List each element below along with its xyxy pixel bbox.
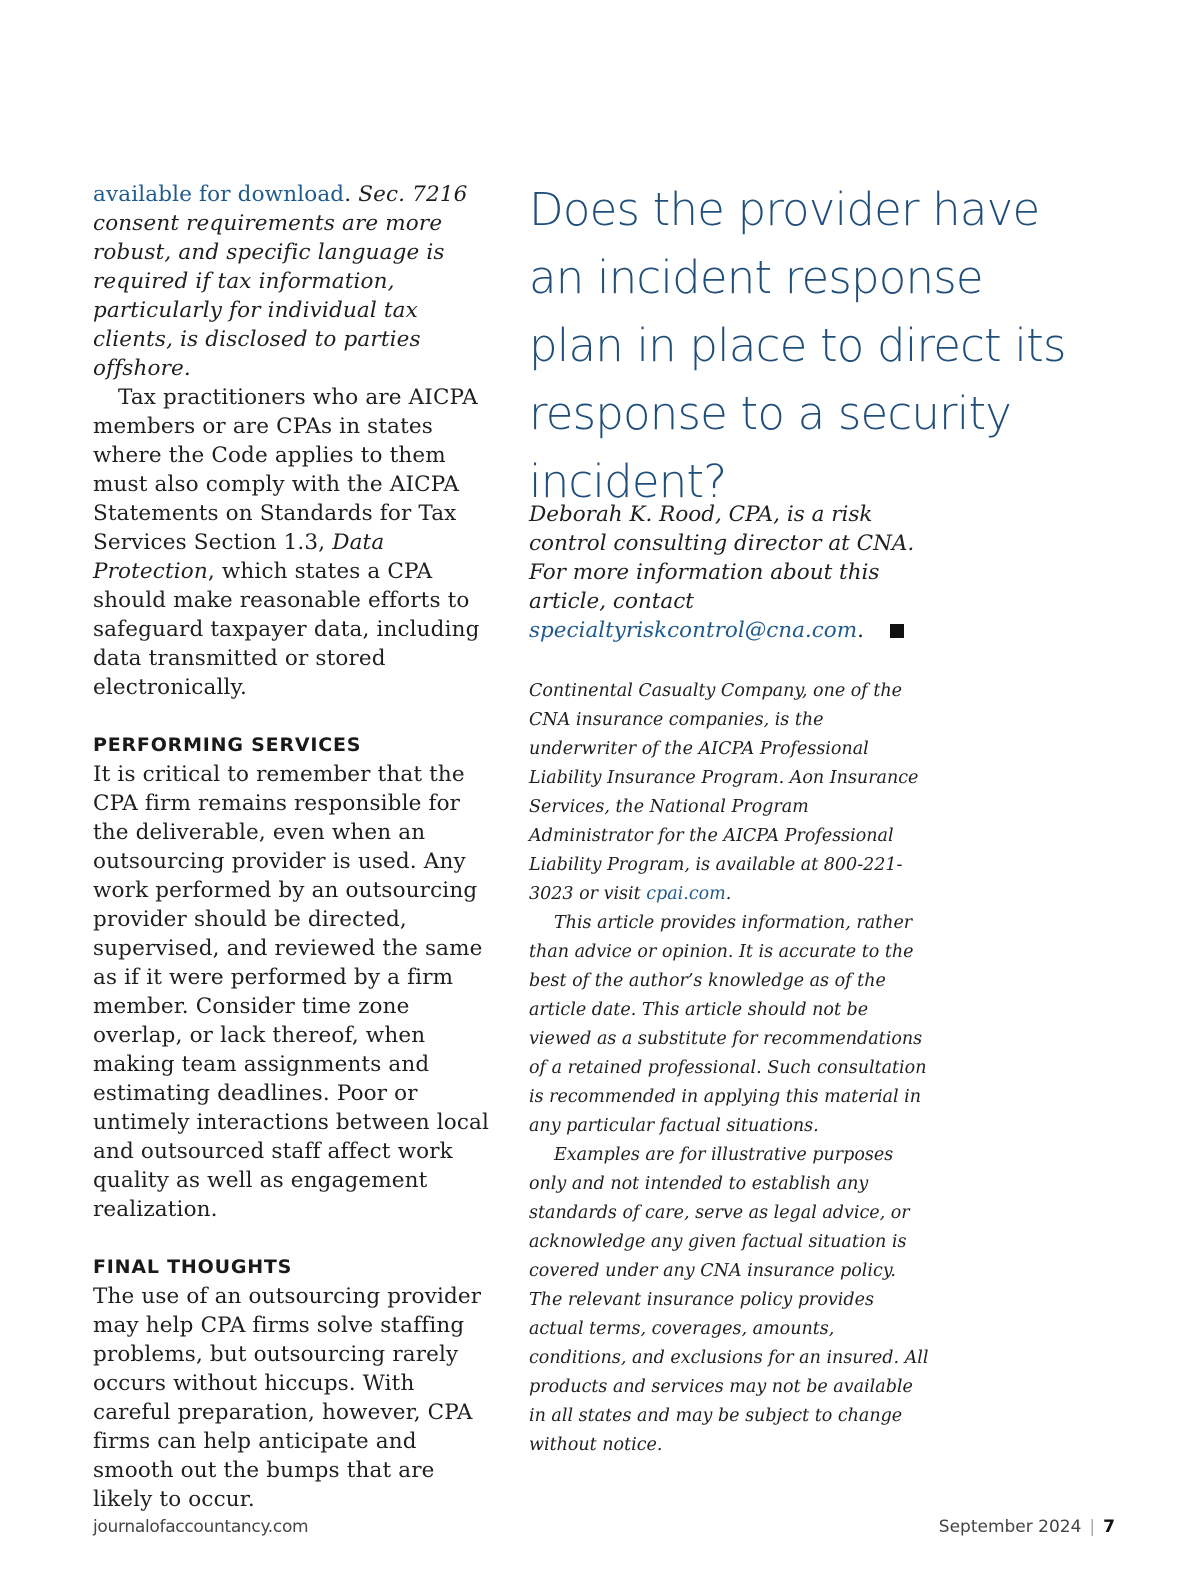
disclaimer-paragraph-information: This article provides information, rather than advice or opinion. It is accurate to the best of the author’s knowledge as of the article date. This article should not be viewed as a substitute for recommendations of a retained professional. Such consultation is recommended in applying this material in any particular factual situations. bbox=[529, 913, 927, 1136]
footer-date: September 2024 bbox=[938, 1517, 1082, 1537]
page-footer bbox=[93, 1517, 1115, 1543]
period: . bbox=[344, 182, 352, 207]
performing-services-heading: PERFORMING SERVICES bbox=[93, 734, 362, 756]
disclaimer bbox=[529, 677, 929, 1460]
bio-period: . bbox=[857, 618, 864, 643]
download-link[interactable]: available for download bbox=[93, 182, 345, 207]
paragraph-sec-7216 bbox=[93, 180, 498, 383]
final-thoughts-heading: FINAL THOUGHTS bbox=[93, 1256, 293, 1278]
final-thoughts-paragraph: The use of an outsourcing provider may help CPA firms solve staffing problems, but outsourcing rarely occurs without hiccups. With careful preparation, however, CPA firms can help anticipate and smooth out the bumps that are likely to occur. bbox=[93, 1284, 482, 1512]
contact-email-link[interactable]: specialtyriskcontrol@cna.com bbox=[529, 618, 858, 643]
disclaimer-paragraph-underwriter bbox=[529, 677, 929, 909]
underwriter-period: . bbox=[725, 884, 732, 904]
paragraph-tax-practitioners bbox=[93, 383, 498, 702]
pull-quote: Does the provider have an incident response plan in place to direct its response to a security incident? bbox=[529, 183, 1066, 508]
page-number: 7 bbox=[1103, 1517, 1115, 1537]
underwriter-text: Continental Casualty Company, one of the CNA insurance companies, is the underwriter of the AICPA Professional Liability Insurance Program. Aon Insurance Services, the National Program Administrator for the AICPA Professional Liability Program, is available at 800-221-3023 or visit bbox=[529, 681, 919, 904]
footer-site[interactable]: journalofaccountancy.com bbox=[93, 1517, 309, 1537]
cpai-link[interactable]: cpai.com bbox=[646, 884, 726, 904]
tax-practitioners-text: Tax practitioners who are AICPA members or are CPAs in states where the Code applies to them must also comply with the AICPA Statements on Standards for Tax Services Section 1.3, bbox=[93, 385, 478, 555]
left-column bbox=[93, 180, 498, 1514]
author-bio bbox=[529, 500, 929, 645]
performing-services-paragraph: It is critical to remember that the CPA firm remains responsible for the deliverable, even when an outsourcing provider is used. Any work performed by an outsourcing provider should be directed, supervised, and reviewed the same as if it were performed by a firm member. Consider time zone overlap, or lack thereof, when making team assignments and estimating deadlines. Poor or untimely interactions between local and outsourced staff affect work quality as well as engagement realization. bbox=[93, 762, 490, 1222]
footer-right bbox=[939, 1517, 1115, 1537]
tax-practitioners-text-end: , which states a CPA should make reasonable efforts to safeguard taxpayer data, including data transmitted or stored electronically. bbox=[93, 559, 480, 700]
data-protection-title: Data Protection bbox=[93, 530, 385, 584]
end-of-article-square-icon bbox=[890, 624, 904, 638]
disclaimer-paragraph-examples: Examples are for illustrative purposes only and not intended to establish any standards of care, serve as legal advice, or acknowledge any given factual situation is covered under any CNA insurance policy. The relevant insurance policy provides actual terms, coverages, amounts, conditions, and exclusions for an insured. All products and services may not be available in all states and may be subject to change without notice. bbox=[529, 1145, 929, 1455]
sec-7216-text: Sec. 7216 consent requirements are more robust, and specific language is required if tax information, particularly for individual tax clients, is disclosed to parties offshore. bbox=[93, 182, 468, 381]
author-bio-text: Deborah K. Rood, CPA, is a risk control consulting director at CNA. For more information about this article, contact bbox=[529, 502, 915, 614]
footer-separator: | bbox=[1089, 1517, 1096, 1537]
